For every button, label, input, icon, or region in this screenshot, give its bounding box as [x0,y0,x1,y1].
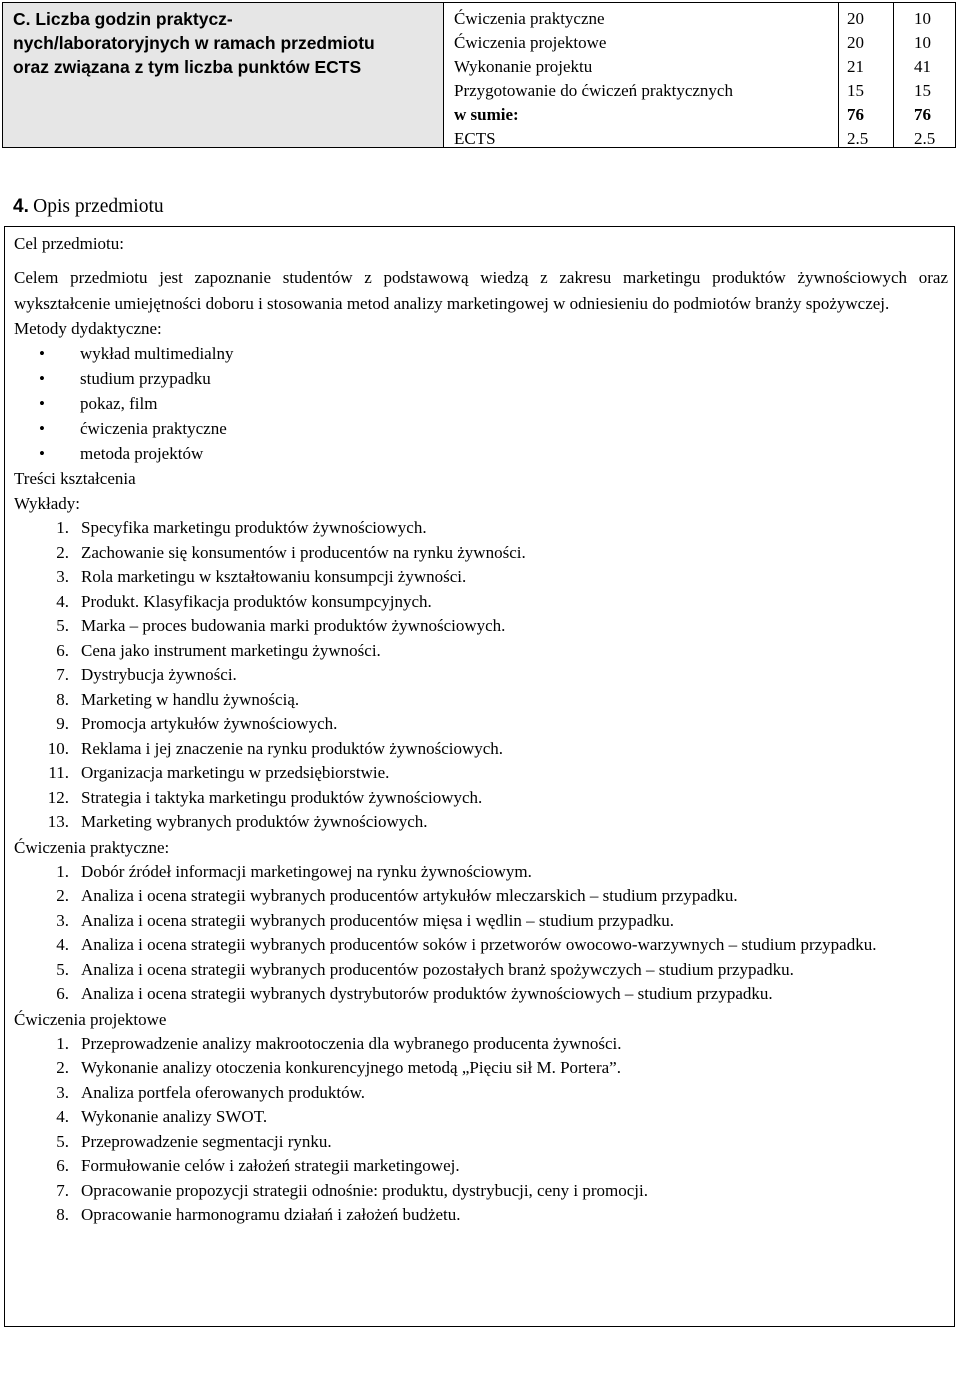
list-item [14,565,948,590]
item-number: 3. [56,910,69,930]
hours-total: 76 [914,105,931,124]
hours-ects-table [2,2,956,148]
item-text: Dobór źródeł informacji marketingowej na rynku żywnościowym. [81,861,532,881]
item-text: Organizacja marketingu w przedsiębiorstwie. [81,763,390,782]
item-text: Specyfika marketingu produktów żywnościowych. [81,518,427,537]
item-text: Analiza i ocena strategii wybranych producentów mięsa i wędlin – studium przypadku. [81,910,674,930]
item-text: Opracowanie propozycji strategii odnośnie: produktu, dystrybucji, ceny i promocji. [81,1180,649,1200]
row-label-ects: ECTS [454,129,496,148]
item-text: Wykonanie analizy otoczenia konkurencyjnego metodą „Pięciu sił M. Portera”. [81,1058,621,1077]
list-item [14,958,948,983]
item-text: Dystrybucja żywności. [81,665,237,684]
list-item [14,639,948,664]
item-text: Zachowanie się konsumentów i producentów na rynku żywności. [81,542,526,562]
item-number: 6. [56,640,69,660]
item-number: 7. [56,1180,69,1200]
list-item: • ćwiczenia praktyczne [14,416,948,441]
list-item [14,982,948,1007]
item-number: 6. [56,1156,69,1175]
hours-value: 10 [914,33,931,52]
item-number: 2. [56,542,69,562]
hours-value: 41 [914,57,931,76]
row-label-total: w sumie: [454,105,519,124]
list-item [14,909,948,934]
list-item [14,1130,948,1155]
list-item [14,786,948,811]
list-item [14,516,948,541]
lectures-list [14,516,948,835]
list-item [14,884,948,909]
item-number: 5. [56,616,69,635]
hours-value: 15 [914,81,931,100]
lectures-label: Wykłady: [14,494,81,513]
table-heading: C. Liczba godzin praktycz- nych/laboratoryjnych w ramach przedmiotu oraz związana z tym liczba punktów ECTS [13,9,375,77]
item-number: 13. [47,812,69,831]
list-item [14,761,948,786]
section-number: 4. [13,196,29,217]
item-number: 4. [56,935,69,954]
list-item [14,1203,948,1228]
practical-label: Ćwiczenia praktyczne: [14,837,170,857]
row-label: Przygotowanie do ćwiczeń praktycznych [454,81,733,100]
project-label: Ćwiczenia projektowe [14,1009,167,1029]
list-item: • pokaz, film [14,391,948,416]
item-text: Przeprowadzenie analizy makrootoczenia dla wybranego producenta żywności. [81,1033,622,1053]
list-item [14,590,948,615]
item-text: Cena jako instrument marketingu żywności. [81,640,381,660]
row-label: Ćwiczenia praktyczne [454,9,605,28]
list-item [14,663,948,688]
item-text: Produkt. Klasyfikacja produktów konsumpcyjnych. [81,591,432,611]
item-number: 8. [56,689,69,709]
row-label: Ćwiczenia projektowe [454,33,607,52]
list-item [14,1179,948,1204]
item-text: Strategia i taktyka marketingu produktów żywnościowych. [81,787,483,807]
item-number: 5. [56,1131,69,1151]
item-text: Marka – proces budowania marki produktów żywnościowych. [81,616,506,635]
hours-value: 20 [847,9,864,28]
practical-list [14,860,948,1007]
item-number: 3. [56,567,69,586]
list-item [14,1081,948,1106]
list-item [14,1032,948,1057]
hours-value: 21 [847,57,864,76]
list-item [14,1105,948,1130]
item-number: 1. [56,1033,69,1053]
item-text: Analiza i ocena strategii wybranych dystrybutorów produktów żywnościowych – studium przypadku. [81,984,773,1003]
list-item [14,737,948,762]
list-item: • wykład multimedialny [14,341,948,366]
section-heading [13,196,948,218]
item-text: Wykonanie analizy SWOT. [81,1107,268,1126]
item-number: 2. [56,886,69,905]
item-text: Formułowanie celów i założeń strategii marketingowej. [81,1156,460,1175]
item-text: Analiza portfela oferowanych produktów. [81,1082,366,1102]
ects-value: 2.5 [914,129,936,148]
item-text: Analiza i ocena strategii wybranych producentów soków i przetworów owocowo-warzywnych – studium przypadku. [81,935,877,954]
item-number: 9. [56,714,69,733]
list-item [14,1056,948,1081]
content-label: Treści kształcenia [14,469,136,488]
hours-column-2 [893,3,955,147]
item-text: Marketing w handlu żywnością. [81,689,300,709]
item-number: 12. [47,787,69,807]
hours-value: 15 [847,81,864,100]
ects-value: 2.5 [847,129,869,148]
list-item [14,1154,948,1179]
list-item: • studium przypadku [14,366,948,391]
item-text: Analiza i ocena strategii wybranych producentów pozostałych branż spożywczych – studium przypadku. [81,959,794,979]
goal-text: Celem przedmiotu jest zapoznanie studentów z podstawową wiedzą z zakresu marketingu produktów żywnościowych oraz wykształcenie umiejętności doboru i stosowania metod analizy marketingowej w odniesieniu do podmiotów branży spożywczej. [14,268,948,313]
item-text: Marketing wybranych produktów żywnościowych. [81,812,428,831]
list-item [14,688,948,713]
item-number: 10. [47,738,69,758]
section-title: Opis przedmiotu [33,196,164,217]
item-number: 4. [56,591,69,611]
item-number: 1. [56,861,69,881]
hours-column-1 [838,3,893,147]
list-item: • metoda projektów [14,441,948,466]
activity-column [443,3,838,147]
item-text: Reklama i jej znaczenie na rynku produktów żywnościowych. [81,738,504,758]
item-number: 6. [56,984,69,1003]
item-number: 2. [56,1058,69,1077]
project-list [14,1032,948,1228]
item-number: 1. [56,518,69,537]
item-text: Promocja artykułów żywnościowych. [81,714,338,733]
list-item [14,712,948,737]
item-number: 3. [56,1082,69,1102]
item-text: Analiza i ocena strategii wybranych producentów artykułów mleczarskich – studium przypadku. [81,886,738,905]
hours-total: 76 [847,105,864,124]
hours-value: 20 [847,33,864,52]
item-number: 4. [56,1107,69,1126]
item-text: Opracowanie harmonogramu działań i założeń budżetu. [81,1205,461,1224]
item-text: Rola marketingu w kształtowaniu konsumpcji żywności. [81,567,467,586]
methods-label: Metody dydaktyczne: [14,319,162,338]
row-label: Wykonanie projektu [454,57,593,76]
list-item [14,860,948,885]
methods-list [14,341,948,466]
list-item [14,933,948,958]
table-heading-cell [3,3,443,147]
list-item [14,810,948,835]
course-description-box [4,226,955,1327]
item-number: 11. [48,763,69,782]
list-item [14,541,948,566]
hours-value: 10 [914,9,931,28]
item-number: 7. [56,665,69,684]
item-number: 5. [56,959,69,979]
item-text: Przeprowadzenie segmentacji rynku. [81,1131,332,1151]
list-item [14,614,948,639]
goal-label: Cel przedmiotu: [14,234,125,253]
item-number: 8. [56,1205,69,1224]
